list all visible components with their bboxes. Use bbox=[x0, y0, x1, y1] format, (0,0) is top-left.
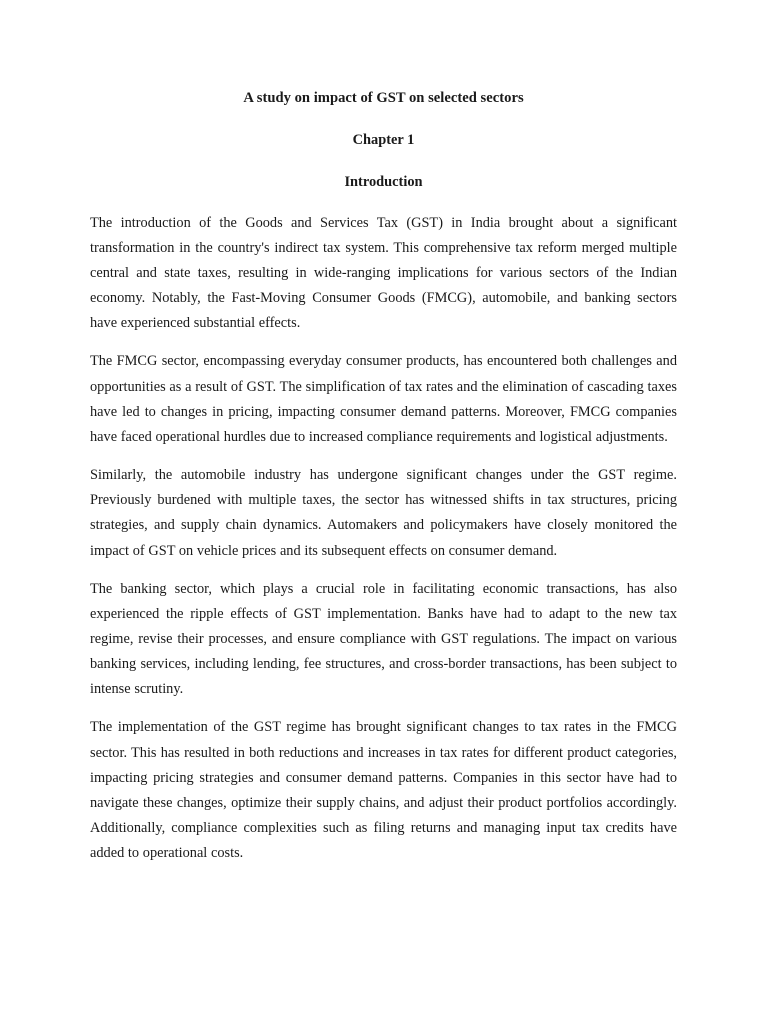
paragraph: The introduction of the Goods and Services Tax (GST) in India brought about a significant transformation in the country's indirect tax system. This comprehensive tax reform merged multiple central and state taxes, resulting in wide-ranging implications for various sectors of the Indian economy. Notably, the Fast-Moving Consumer Goods (FMCG), automobile, and banking sectors have experienced substantial effects. bbox=[90, 214, 677, 332]
paragraph: The banking sector, which plays a crucial role in facilitating economic transactions, has also experienced the ripple effects of GST implementation. Banks have had to adapt to the new tax regime, revise their processes, and ensure compliance with GST regulations. The impact on various banking services, including lending, fee structures, and cross-border transactions, has been subject to intense scrutiny. bbox=[90, 580, 677, 698]
section-heading: Introduction bbox=[344, 174, 423, 191]
document-content bbox=[90, 0, 677, 867]
paragraph: The implementation of the GST regime has brought significant changes to tax rates in the FMCG sector. This has resulted in both reductions and increases in tax rates for different product categories, impacting pricing strategies and consumer demand patterns. Companies in this sector have had to navigate these changes, optimize their supply chains, and adjust their product portfolios accordingly. Additionally, compliance complexities such as filing returns and managing input tax credits have added to operational costs. bbox=[90, 719, 677, 862]
body-text bbox=[90, 196, 677, 867]
page-title: A study on impact of GST on selected sectors bbox=[243, 90, 524, 106]
chapter-heading: Chapter 1 bbox=[352, 132, 415, 149]
paragraph: Similarly, the automobile industry has undergone significant changes under the GST regime. Previously burdened with multiple taxes, the sector has witnessed shifts in tax structures, pricing strategies, and supply chain dynamics. Automakers and policymakers have closely monitored the impact of GST on vehicle prices and its subsequent effects on consumer demand. bbox=[90, 467, 677, 559]
paragraph: The FMCG sector, encompassing everyday consumer products, has encountered both challenges and opportunities as a result of GST. The simplification of tax rates and the elimination of cascading taxes have led to changes in pricing, impacting consumer demand patterns. Moreover, FMCG companies have faced operational hurdles due to increased compliance requirements and logistical adjustments. bbox=[90, 353, 677, 446]
